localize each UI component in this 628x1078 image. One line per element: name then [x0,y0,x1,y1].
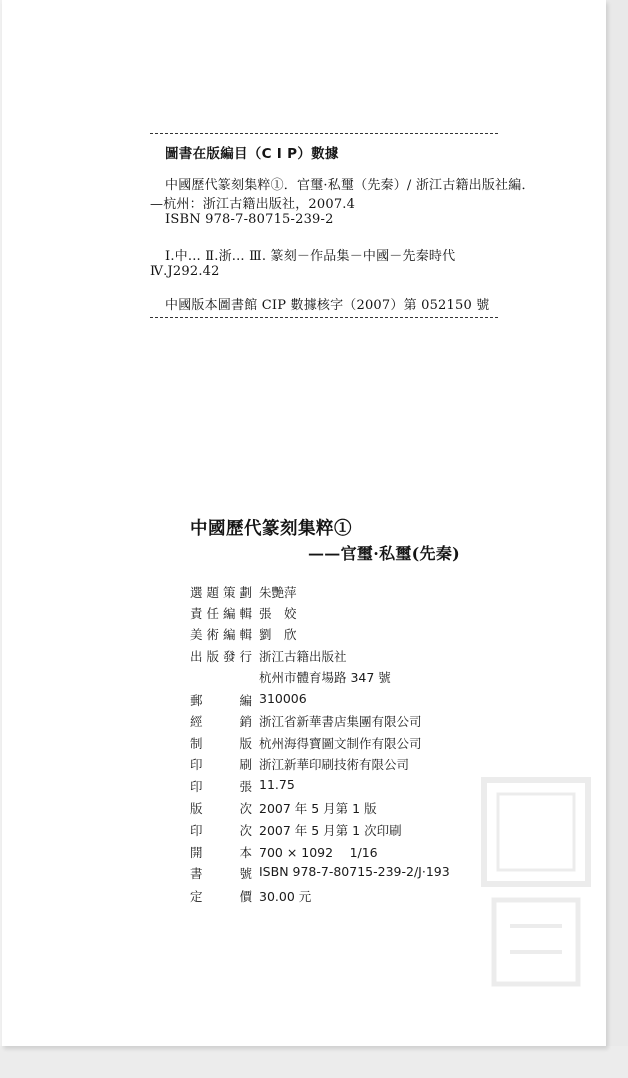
colophon-value: 浙江省新華書店集團有限公司 [259,714,422,729]
colophon-value: 杭州海得寶圖文制作有限公司 [259,736,422,751]
colophon-label: 印次 [190,823,252,838]
page-edge [605,0,628,1078]
colophon-value: 11.75 [259,777,295,792]
colophon-value: 劉 欣 [259,627,297,642]
cip-class-number: Ⅳ.J292.42 [150,264,220,279]
colophon-value: 浙江古籍出版社 [259,649,347,664]
colophon-value: 310006 [259,691,307,706]
colophon-value: 30.00 元 [259,889,312,904]
colophon-value: 朱艷萍 [259,585,297,600]
colophon-label: 選題策劃 [190,585,252,600]
book-subtitle: ——官璽·私璽(先秦) [308,544,461,563]
colophon-label: 制版 [190,736,252,751]
colophon-label: 出版發行 [190,649,252,664]
colophon-label: 美術編輯 [190,627,252,642]
cip-line-2: —杭州：浙江古籍出版社，2007.4 [150,197,356,212]
cip-heading: 圖書在版編目（C I P）數據 [165,146,339,162]
colophon-label: 責任編輯 [190,606,252,621]
cip-line-1: 中國歷代篆刻集粹①．官璽·私璽（先秦）/ 浙江古籍出版社編． [165,178,535,193]
colophon-value: 2007 年 5 月第 1 版 [259,801,377,816]
colophon-value: 杭州市體育場路 347 號 [259,670,391,685]
colophon-label: 開本 [190,845,252,860]
page-bottom-edge [0,1046,628,1078]
book-page [2,0,606,1046]
cip-classification-line: Ⅰ.中... Ⅱ.浙... Ⅲ. 篆刻－作品集－中國－先秦時代 [165,249,456,264]
colophon-value: 浙江新華印刷技術有限公司 [259,757,410,772]
colophon-label: 書號 [190,866,252,881]
colophon-value: 2007 年 5 月第 1 次印刷 [259,823,402,838]
colophon-label: 郵編 [190,693,252,708]
cip-bottom-divider [150,317,498,318]
cip-record-number: 中國版本圖書館 CIP 數據核字（2007）第 052150 號 [165,298,490,313]
colophon-label: 版次 [190,801,252,816]
colophon-label: 經銷 [190,714,252,729]
colophon-label: 定價 [190,889,252,904]
book-title: 中國歷代篆刻集粹① [190,519,352,539]
colophon-label: 印張 [190,779,252,794]
colophon-value: 張 姣 [259,606,297,621]
colophon-value: ISBN 978-7-80715-239-2/J·193 [259,864,450,879]
colophon-value: 700 × 1092 1/16 [259,845,378,860]
cip-isbn-line: ISBN 978-7-80715-239-2 [165,212,334,227]
faint-seal-watermark [480,776,592,988]
colophon-label: 印刷 [190,757,252,772]
cip-top-divider [150,133,498,134]
